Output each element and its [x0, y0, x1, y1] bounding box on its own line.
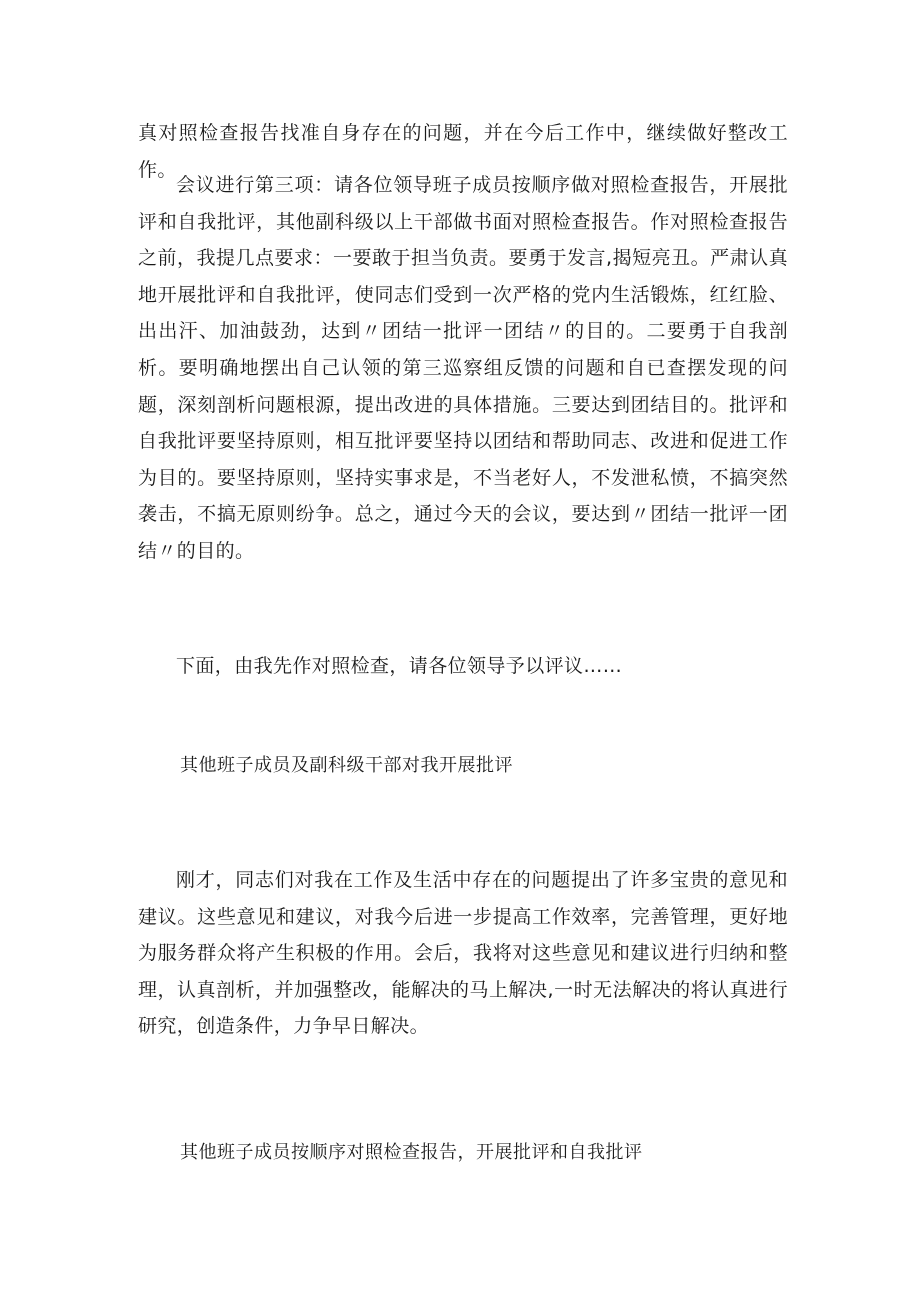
paragraph-meeting-item-three: 会议进行第三项：请各位领导班子成员按顺序做对照检查报告，开展批评和自我批评，其他副科级以上干部做书面对照检查报告。作对照检查报告之前，我提几点要求：一要敢于担当负责。要勇于发言,揭短亮丑。严肃认真地开展批评和自我批评，使同志们受到一次严格的党内生活锻炼，红红脸、出出汗、加油鼓劲，达到〃团结一批评一团结〃的目的。二要勇于自我剖析。要明确地摆出自己认领的第三巡察组反馈的问题和自已查摆发现的问题，深刻剖析问题根源，提出改进的具体措施。三要达到团结目的。批评和自我批评要坚持原则，相互批评要坚持以团结和帮助同志、改进和促进工作为目的。要坚持原则，坚持实事求是，不当老好人，不发泄私愤，不搞突然袭击，不搞无原则纷争。总之，通过今天的会议，要达到〃团结一批评一团结〃的目的。: [138, 174, 788, 562]
paragraph-response: 刚才，同志们对我在工作及生活中存在的问题提出了许多宝贵的意见和建议。这些意见和建议，对我今后进一步提高工作效率，完善管理，更好地为服务群众将产生积极的作用。会后，我将对这些意见和建议进行归纳和整理，认真剖析，并加强整改，能解决的马上解决,一时无法解决的将认真进行研究，创造条件，力争早日解决。: [138, 869, 788, 1038]
paragraph-continuation: 真对照检查报告找准自身存在的问题，并在今后工作中，继续做好整改工作。: [138, 122, 788, 181]
section-heading-criticism: 其他班子成员及副科级干部对我开展批评: [180, 755, 513, 776]
paragraph-self-review-intro: 下面，由我先作对照检查，请各位领导予以评议……: [176, 655, 623, 677]
section-heading-member-reports: 其他班子成员按顺序对照检查报告，开展批评和自我批评: [180, 1142, 643, 1163]
